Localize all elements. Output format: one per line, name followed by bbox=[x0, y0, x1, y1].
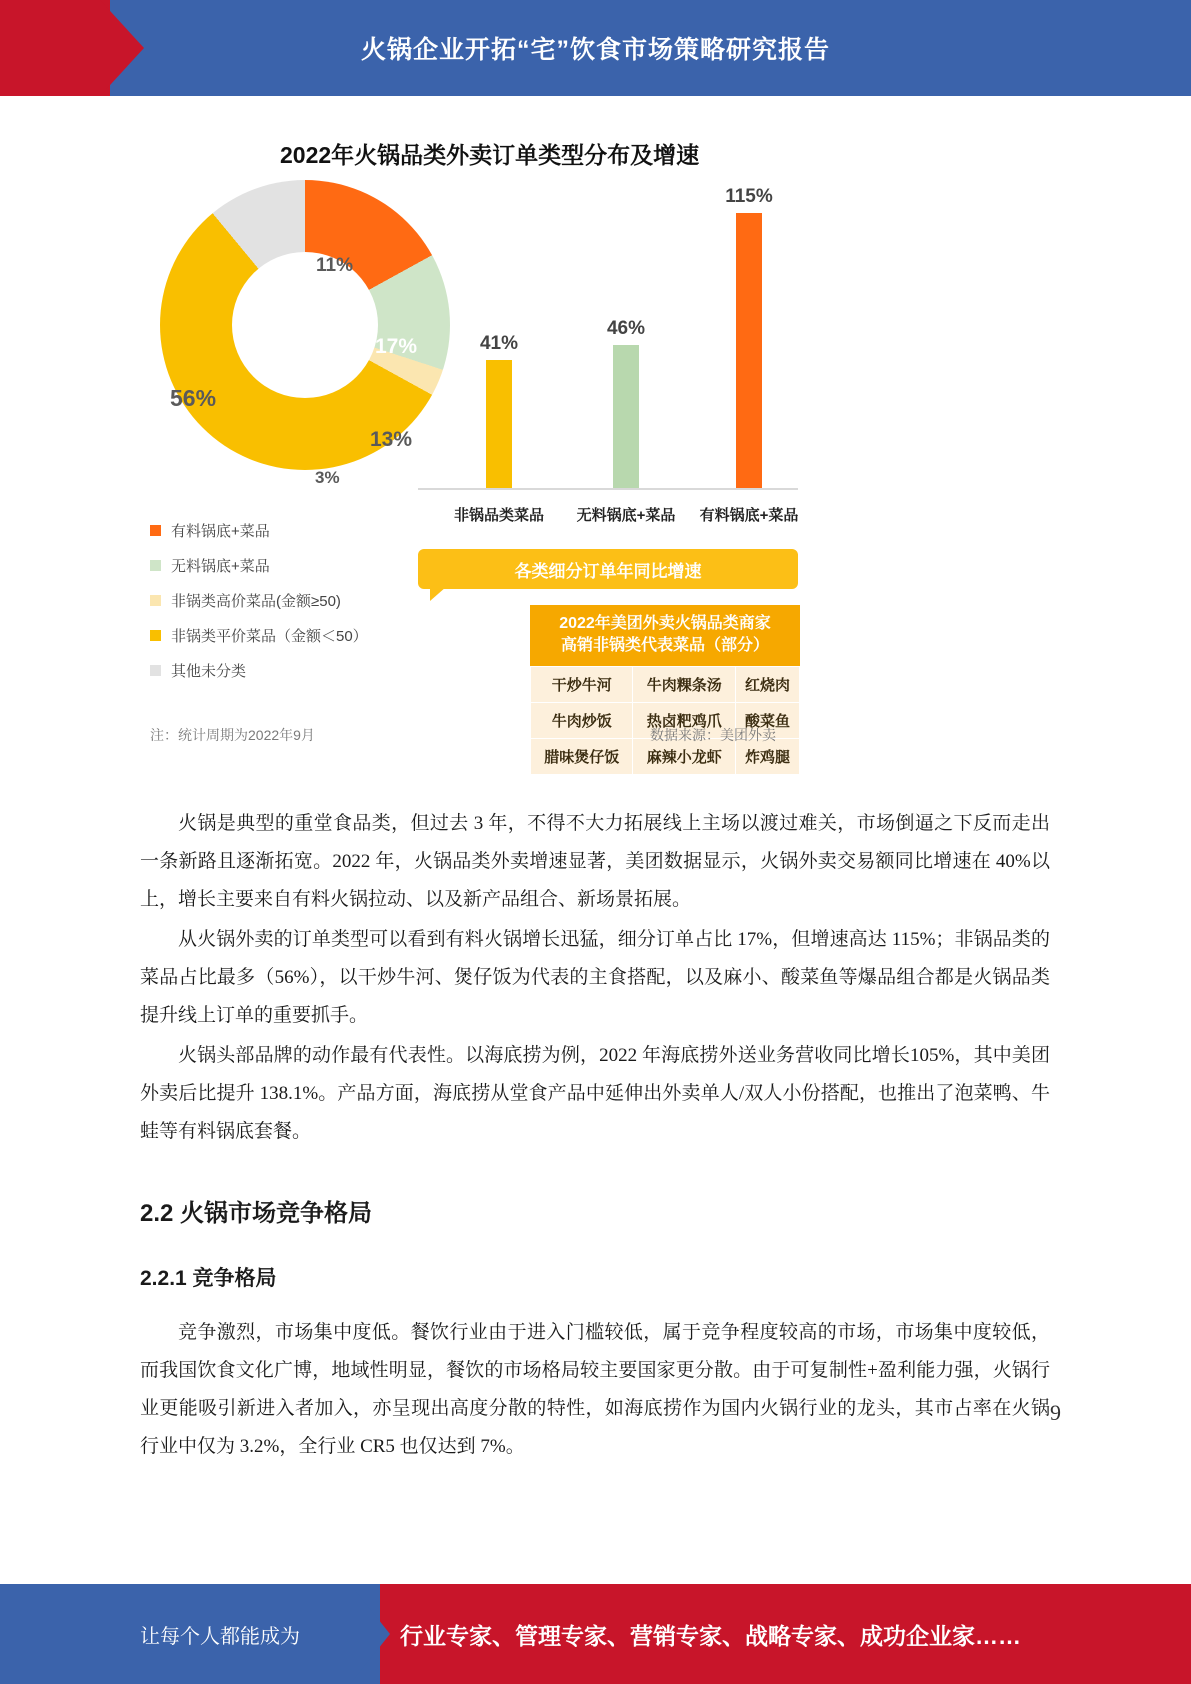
legend-label: 非锅类平价菜品（金额＜50） bbox=[171, 628, 368, 645]
legend-swatch-icon bbox=[150, 525, 161, 536]
legend-item bbox=[150, 625, 430, 646]
chart-legend bbox=[150, 520, 430, 695]
bar-value-loaded-base-dishes: 115% bbox=[725, 186, 773, 207]
figure-container bbox=[140, 125, 1060, 765]
paragraph-4: 竞争激烈，市场集中度低。餐饮行业由于进入门槛较低，属于竞争程度较高的市场，市场集中度较低，而我国饮食文化广博，地域性明显，餐饮的市场格局较主要国家更分散。由于可复制性+盈利能力强，火锅行业更能吸引新进入者加入，亦呈现出高度分散的特性，如海底捞作为国内火锅行业的龙头，其市占率在火锅行业中仅为 3.2%，全行业 CR5 也仅达到 7%。 bbox=[140, 1322, 1050, 1457]
figure-title: 2022年火锅品类外卖订单类型分布及增速 bbox=[280, 142, 700, 168]
legend-label: 非锅类高价菜品(金额≥50) bbox=[171, 593, 341, 610]
bar-value-non-hotpot-dishes: 41% bbox=[479, 333, 519, 354]
dish-cell: 干炒牛河 bbox=[531, 666, 633, 702]
dish-cell: 牛肉粿条汤 bbox=[633, 666, 735, 702]
bar-category-non-hotpot-dishes: 非锅品类菜品 bbox=[453, 507, 544, 524]
dish-table-title-line1: 2022年美团外卖火锅品类商家 bbox=[559, 615, 771, 632]
legend-item bbox=[150, 520, 430, 541]
section-heading-2-2-1: 2.2.1 竞争格局 bbox=[140, 1267, 277, 1290]
footer-right-text: 行业专家、管理专家、营销专家、战略专家、成功企业家…… bbox=[400, 1622, 1021, 1649]
dish-table-title bbox=[530, 605, 800, 666]
figure-source: 数据来源：美团外卖 bbox=[650, 727, 776, 743]
document-body bbox=[140, 805, 1050, 1468]
legend-label: 其他未分类 bbox=[171, 663, 247, 680]
figure-note: 注：统计周期为2022年9月 bbox=[150, 727, 315, 743]
dish-cell: 热卤粑鸡爪 bbox=[633, 702, 735, 738]
page-number: 9 bbox=[1050, 1400, 1061, 1425]
footer-left-text: 让每个人都能成为 bbox=[140, 1625, 300, 1648]
dish-table-grid bbox=[530, 666, 800, 775]
legend-item bbox=[150, 660, 430, 681]
dish-cell: 炸鸡腿 bbox=[735, 738, 799, 774]
legend-swatch-icon bbox=[150, 595, 161, 606]
bar-value-plain-base-dishes: 46% bbox=[606, 318, 646, 339]
legend-swatch-icon bbox=[150, 630, 161, 641]
dish-table-title-line2: 高销非锅类代表菜品（部分） bbox=[560, 637, 769, 655]
legend-swatch-icon bbox=[150, 560, 161, 571]
dish-cell: 红烧肉 bbox=[735, 666, 799, 702]
page-footer bbox=[0, 1584, 1191, 1684]
header-title: 火锅企业开拓“宅”饮食市场策略研究报告 bbox=[360, 36, 830, 64]
dish-cell: 牛肉炒饭 bbox=[531, 702, 633, 738]
legend-label: 无料锅底+菜品 bbox=[171, 558, 270, 575]
bar-loaded-base-dishes bbox=[736, 213, 762, 488]
donut-chart bbox=[160, 180, 450, 487]
donut-label-low-price: 56% bbox=[170, 385, 217, 411]
table-row bbox=[531, 666, 800, 702]
legend-item bbox=[150, 590, 430, 611]
donut-label-other: 11% bbox=[316, 255, 353, 276]
legend-swatch-icon bbox=[150, 665, 161, 676]
paragraph-2: 从火锅外卖的订单类型可以看到有料火锅增长迅猛，细分订单占比 17%，但增速高达 115%；非锅品类的菜品占比最多（56%），以干炒牛河、煲仔饭为代表的主食搭配，以及麻小、酸菜鱼等爆品组合都是火锅品类提升线上订单的重要抓手。 bbox=[140, 929, 1050, 1026]
bar-category-plain-base-dishes: 无料锅底+菜品 bbox=[576, 507, 676, 524]
paragraph-3: 火锅头部品牌的动作最有代表性。以海底捞为例，2022 年海底捞外送业务营收同比增长105%，其中美团外卖后比提升 138.1%。产品方面，海底捞从堂食产品中延伸出外卖单人/双人小份搭配，也推出了泡菜鸭、牛蛙等有料锅底套餐。 bbox=[140, 1045, 1050, 1142]
dish-table bbox=[530, 605, 800, 775]
donut-label-plain-base: 13% bbox=[370, 428, 413, 451]
dish-cell: 麻辣小龙虾 bbox=[633, 738, 735, 774]
bar-plain-base-dishes bbox=[613, 345, 639, 488]
growth-banner-tail-icon bbox=[430, 587, 446, 601]
bar-category-loaded-base-dishes: 有料锅底+菜品 bbox=[699, 507, 799, 524]
legend-item bbox=[150, 555, 430, 576]
dish-cell: 腊味煲仔饭 bbox=[531, 738, 633, 774]
section-heading-2-2: 2.2 火锅市场竞争格局 bbox=[140, 1200, 373, 1227]
donut-label-high-price: 3% bbox=[315, 468, 340, 487]
bar-chart bbox=[418, 185, 798, 545]
bar-chart-axis bbox=[418, 488, 798, 490]
legend-label: 有料锅底+菜品 bbox=[171, 523, 270, 540]
growth-banner: 各类细分订单年同比增速 bbox=[418, 549, 798, 589]
page-header bbox=[0, 0, 1191, 96]
paragraph-1: 火锅是典型的重堂食品类，但过去 3 年，不得不大力拓展线上主场以渡过难关，市场倒逼之下反而走出一条新路且逐渐拓宽。2022 年，火锅品类外卖增速显著，美团数据显示，火锅外卖交易额同比增速在 40%以上，增长主要来自有料火锅拉动、以及新产品组合、新场景拓展。 bbox=[140, 813, 1050, 910]
donut-label-hotpot-with-ingredients: 17% bbox=[375, 335, 418, 358]
donut-hole bbox=[232, 252, 378, 398]
dish-cell: 酸菜鱼 bbox=[735, 702, 799, 738]
bar-non-hotpot-dishes bbox=[486, 360, 512, 488]
